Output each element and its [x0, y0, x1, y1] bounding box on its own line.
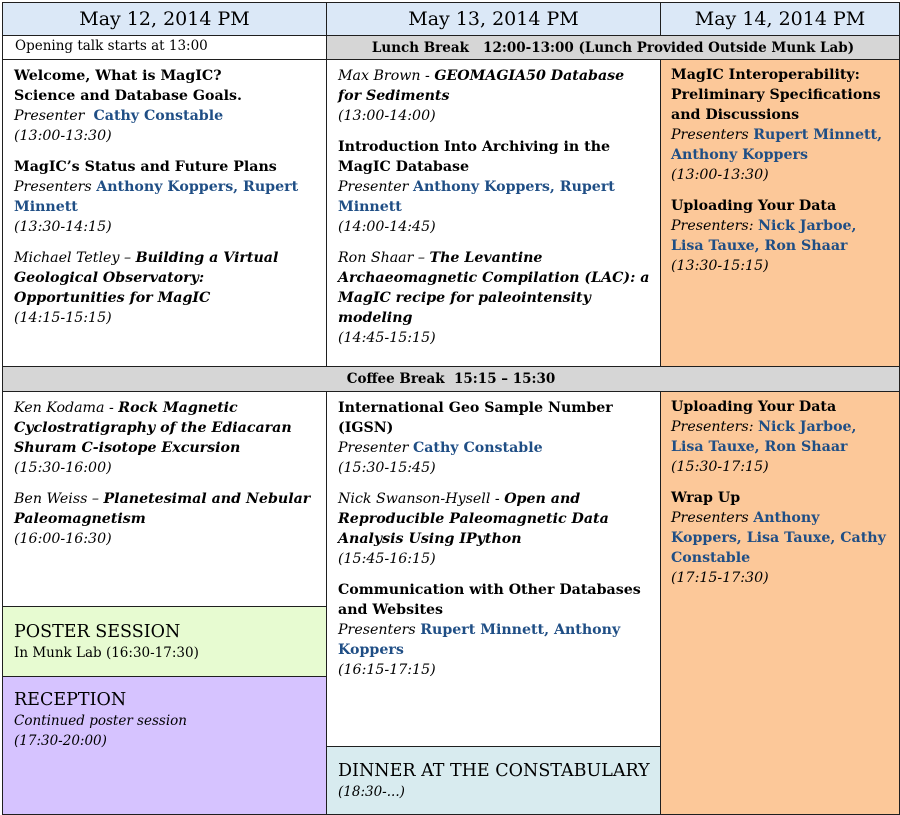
dinner-time: (18:30-...) — [338, 784, 405, 800]
session-time: (13:00-13:30) — [671, 167, 769, 183]
session-title: Communication with Other Databases and Websites — [338, 582, 641, 618]
day1-session-status — [14, 157, 318, 237]
presenter-names: Cathy Constable — [93, 108, 224, 124]
presenter-label: Presenter — [14, 108, 85, 124]
speaker-name: Nick Swanson-Hysell - — [338, 491, 500, 507]
header-may-13 — [326, 2, 661, 36]
session-time: (14:15-15:15) — [14, 310, 112, 326]
session-title: Introduction Into Archiving in the MagIC Database — [338, 139, 611, 175]
session-time: (15:45-16:15) — [338, 551, 436, 567]
day2-session-igsn — [338, 398, 652, 478]
reception-time: (17:30-20:00) — [14, 733, 107, 749]
talk-title: Planetesimal and Nebular Paleomagnetism — [14, 491, 311, 527]
day2-session-shaar — [338, 248, 652, 348]
session-time: (16:00-16:30) — [14, 531, 112, 547]
session-time: (13:30-14:15) — [14, 219, 112, 235]
header-may-12 — [2, 2, 327, 36]
session-title: MagIC Interoperability: Preliminary Specifications and Discussions — [671, 67, 881, 123]
session-title: International Geo Sample Number (IGSN) — [338, 400, 613, 436]
opening-note-text: Opening talk starts at 13:00 — [15, 38, 208, 54]
day3-session-upload-1 — [671, 196, 892, 276]
presenter-names: Rupert Minnett, Anthony Koppers — [338, 622, 621, 658]
header-may-13-label: May 13, 2014 PM — [408, 8, 579, 30]
lunch-break-text: Lunch Break 12:00-13:00 (Lunch Provided Outside Munk Lab) — [371, 39, 855, 56]
session-title: MagIC’s Status and Future Plans — [14, 159, 277, 175]
presenter-names: Anthony Koppers, Rupert Minnett — [338, 179, 615, 215]
session-title: Welcome, What is MagIC? — [14, 68, 222, 84]
reception-title: RECEPTION — [14, 690, 127, 710]
day1-afternoon-cell — [2, 391, 327, 607]
poster-session-title: POSTER SESSION — [14, 622, 181, 642]
talk-title: GEOMAGIA50 Database for Sediments — [338, 68, 625, 104]
day2-morning-cell — [326, 59, 661, 367]
coffee-break-text: Coffee Break 15:15 – 15:30 — [346, 371, 556, 387]
presenter-names: Anthony Koppers, Rupert Minnett — [14, 179, 299, 215]
session-title: Wrap Up — [671, 490, 741, 506]
speaker-name: Ben Weiss – — [14, 491, 99, 507]
session-time: (14:45-15:15) — [338, 330, 436, 346]
day1-session-kodama — [14, 398, 318, 478]
session-time: (13:30-15:15) — [671, 258, 769, 274]
presenter-names: Anthony Koppers, Lisa Tauxe, Cathy Constable — [671, 510, 886, 566]
session-time: (16:15-17:15) — [338, 662, 436, 678]
session-time: (15:30-15:45) — [338, 460, 436, 476]
day3-session-wrap-up — [671, 488, 892, 588]
poster-session-cell — [2, 606, 327, 677]
header-may-14-label: May 14, 2014 PM — [694, 8, 866, 30]
presenter-names: Rupert Minnett, Anthony Koppers — [671, 127, 883, 163]
reception-cell — [2, 676, 327, 815]
header-may-14 — [660, 2, 900, 36]
speaker-name: Michael Tetley – — [14, 250, 132, 266]
session-time: (15:30-16:00) — [14, 460, 112, 476]
header-may-12-label: May 12, 2014 PM — [79, 8, 250, 30]
reception-subtitle: Continued poster session — [14, 713, 187, 729]
speaker-name: Ron Shaar – — [338, 250, 426, 266]
session-title: Uploading Your Data — [671, 198, 837, 214]
dinner-title: DINNER AT THE CONSTABULARY — [338, 761, 650, 781]
opening-note — [2, 35, 327, 60]
dinner-cell — [326, 746, 661, 815]
presenter-names: Nick Jarboe, Lisa Tauxe, Ron Shaar — [671, 218, 857, 254]
session-time: (13:00-13:30) — [14, 128, 112, 144]
presenter-label: Presenters — [14, 179, 92, 195]
talk-title: Building a Virtual Geological Observatory: Opportunities for MagIC — [14, 250, 279, 306]
lunch-break-band — [326, 35, 900, 60]
session-time: (17:15-17:30) — [671, 570, 769, 586]
coffee-break-band — [2, 366, 900, 392]
day3-afternoon-content — [660, 391, 900, 599]
day3-morning-content — [660, 59, 900, 287]
talk-title: Open and Reproducible Paleomagnetic Data Analysis Using IPython — [338, 491, 609, 547]
day2-afternoon-cell — [326, 391, 661, 747]
day1-session-welcome — [14, 66, 318, 146]
day2-session-communication — [338, 580, 652, 680]
session-title: Science and Database Goals. — [14, 88, 242, 104]
presenter-label: Presenters — [338, 622, 416, 638]
day1-morning-cell — [2, 59, 327, 367]
day1-session-weiss — [14, 489, 318, 549]
presenter-names: Nick Jarboe, Lisa Tauxe, Ron Shaar — [671, 419, 857, 455]
presenter-label: Presenters: — [671, 218, 754, 234]
session-title: Uploading Your Data — [671, 399, 837, 415]
session-time: (15:30-17:15) — [671, 459, 769, 475]
day3-session-upload-2 — [671, 397, 892, 477]
day2-session-brown — [338, 66, 652, 126]
presenter-label: Presenters — [671, 510, 749, 526]
speaker-name: Ken Kodama - — [14, 400, 114, 416]
speaker-name: Max Brown - — [338, 68, 430, 84]
presenter-label: Presenters — [671, 127, 749, 143]
presenter-names: Cathy Constable — [412, 440, 543, 456]
talk-title: Rock Magnetic Cyclostratigraphy of the Ediacaran Shuram C-isotope Excursion — [14, 400, 292, 456]
presenter-label: Presenter — [338, 440, 409, 456]
session-time: (14:00-14:45) — [338, 219, 436, 235]
talk-title: The Levantine Archaeomagnetic Compilation (LAC): a MagIC recipe for paleointensity modeling — [338, 250, 650, 326]
day2-session-archiving — [338, 137, 652, 237]
day1-session-tetley — [14, 248, 318, 328]
day3-session-interop — [671, 65, 892, 185]
presenter-label: Presenters: — [671, 419, 754, 435]
presenter-label: Presenter — [338, 179, 409, 195]
session-time: (13:00-14:00) — [338, 108, 436, 124]
day2-session-swanson-hysell — [338, 489, 652, 569]
poster-session-location: In Munk Lab (16:30-17:30) — [14, 645, 199, 661]
